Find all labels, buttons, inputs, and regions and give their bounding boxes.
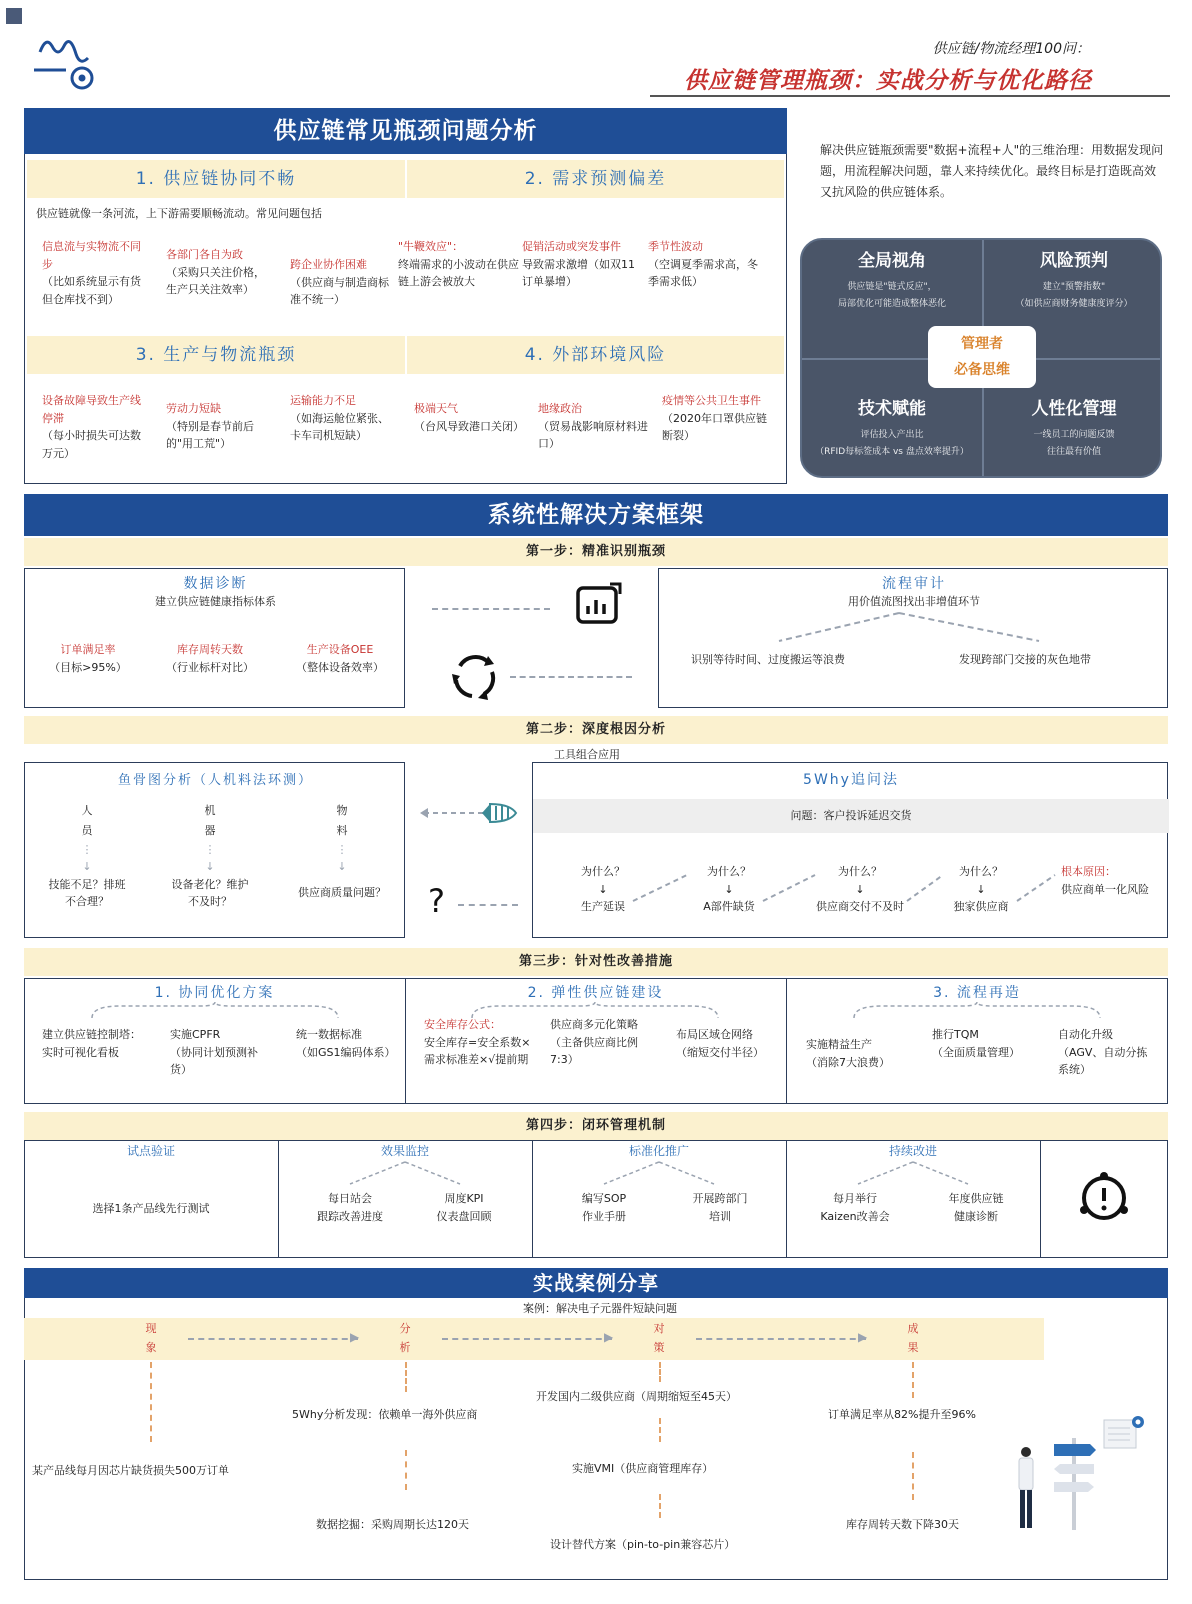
arrow-head-icon: ▶: [858, 1330, 868, 1344]
phase-line: [405, 1362, 407, 1392]
sec1-item-body: （采购只关注价格，生产只关注效率）: [166, 265, 265, 297]
sec4-item-3: [662, 392, 772, 445]
sec2-item-1: [398, 238, 520, 291]
phase-line: [659, 1418, 661, 1442]
sec4-item-head: 极端天气: [414, 402, 458, 415]
c1-item-b: 实时可视化看板: [42, 1045, 119, 1059]
down-arrow-icon: ⋮ ↓: [81, 842, 93, 874]
sec1-title: 1. 供应链协同不畅: [27, 160, 405, 198]
data-diagnosis-sub: 建立供应链健康指标体系: [155, 595, 276, 608]
quad-line: 建立"预警指数": [1042, 282, 1106, 292]
sec1-item-head: 各部门各自为政: [166, 248, 243, 261]
case-caption: 案例：解决电子元器件短缺问题: [523, 1302, 677, 1315]
down-arrow-icon: ⋮ ↓: [336, 842, 348, 874]
why-answer: 生产延误: [581, 900, 625, 914]
process-audit-box: [658, 568, 1168, 708]
down-arrow-icon: ↓: [598, 882, 608, 896]
why-label: 为什么？: [838, 865, 882, 878]
c3-item-a: 自动化升级: [1058, 1028, 1113, 1041]
sec2-item-head: "牛鞭效应"：: [398, 240, 464, 253]
c2-formula: [424, 1016, 534, 1069]
case-result-b: 库存周转天数下降30天: [846, 1518, 959, 1531]
why-answer: 独家供应商: [953, 900, 1009, 914]
c2-title: 2. 弹性供应链建设: [527, 985, 664, 1001]
phase-arrow: [442, 1338, 612, 1340]
c1-item-b: （如GS1编码体系）: [296, 1045, 396, 1059]
fish-cat-label: 机器: [204, 804, 216, 837]
loop-col-text: 周度KPI 仪表盘回顾: [436, 1192, 492, 1223]
quad-global: [802, 246, 982, 313]
sec3-item-head: 劳动力短缺: [166, 402, 221, 415]
phase-line: [912, 1452, 914, 1500]
mindset-center: [928, 326, 1036, 388]
step2-title: 第二步：深度根因分析: [24, 716, 1168, 744]
why-label: 为什么？: [959, 865, 1003, 878]
loop-branch: [838, 1160, 988, 1188]
loop-col-text: 选择1条产品线先行测试: [92, 1202, 210, 1215]
c3-title: 3. 流程再造: [933, 985, 1021, 1001]
metric-item: [280, 641, 400, 676]
sec1-item-3: [290, 256, 390, 309]
sec2-item-head: 促销活动或突发事件: [522, 240, 621, 253]
fish-icon: [420, 800, 520, 826]
fish-cat: [37, 801, 137, 911]
loop-col-text: 开展跨部门 培训: [692, 1192, 748, 1223]
quad-title: 人性化管理: [1031, 399, 1117, 419]
metric-item: [155, 641, 265, 676]
map-icon: [1102, 1412, 1146, 1452]
corner-mark: [6, 8, 22, 24]
why-answer: A部件缺货: [703, 900, 755, 914]
case-action-a: 开发国内二级供应商（周期缩短至45天）: [536, 1390, 737, 1403]
sec2-item-2: [522, 238, 644, 291]
sec2-title: 2. 需求预测偏差: [407, 160, 784, 198]
c1-item-a: 实施CPFR: [170, 1028, 221, 1041]
down-arrow-icon: ↓: [976, 882, 986, 896]
alert-icon: [1074, 1168, 1134, 1228]
page-title: 供应链管理瓶颈：实战分析与优化路径: [684, 68, 1092, 94]
step1-arrow-left: [432, 608, 550, 610]
sec1-item-1: [42, 238, 142, 308]
metric-note: （行业标杆对比）: [166, 660, 254, 674]
c1-item-a: 建立供应链控制塔：: [42, 1028, 141, 1041]
c3-item: [806, 1036, 916, 1071]
c3-brace: [852, 1002, 1102, 1020]
quad-line: 评估投入产出比: [860, 430, 924, 440]
sec2-item-body: 导致需求激增（如双11订单暴增）: [522, 257, 635, 289]
c3-item: [932, 1026, 1028, 1061]
phase-line: [405, 1450, 407, 1490]
sec4-item-body: （2020年口罩供应链断裂）: [662, 411, 767, 443]
sec4-title: 4. 外部环境风险: [407, 336, 784, 374]
case-action-c: 设计替代方案（pin-to-pin兼容芯片）: [550, 1538, 736, 1551]
logo-icon: [32, 32, 100, 94]
loop-col-text: 年度供应链 健康诊断: [948, 1192, 1004, 1223]
case-band-title: 实战案例分享: [533, 1271, 659, 1295]
c3-item-b: （消除7大浪费）: [806, 1055, 890, 1069]
fish-question: 供应商质量问题？: [298, 885, 386, 899]
down-arrow-icon: ↓: [724, 882, 734, 896]
center-line: 必备思维: [954, 362, 1010, 378]
quad-title: 技术赋能: [858, 399, 926, 419]
quad-risk: [984, 246, 1162, 313]
cycle-icon: [448, 650, 500, 702]
metric-name: 生产设备OEE: [306, 643, 374, 656]
quad-line: （RFID每标签成本 vs 盘点效率提升）: [815, 447, 969, 458]
quad-line: 局部优化可能造成整体恶化: [837, 299, 946, 310]
quad-line: （如供应商财务健康度评分）: [1015, 299, 1133, 310]
case-phenomenon: 某产品线每月因芯片缺货损失500万订单: [32, 1464, 229, 1477]
center-line: 管理者: [961, 336, 1003, 352]
sec3-title: 3. 生产与物流瓶颈: [27, 336, 405, 374]
sec4-item-body: （台风导致港口关闭）: [414, 419, 524, 433]
loop-branch: [330, 1160, 480, 1188]
step1-arrow-right: [510, 676, 632, 678]
sec3-item-3: [290, 392, 390, 445]
c2-item: [676, 1026, 776, 1061]
metric-name: 库存周转天数: [177, 643, 243, 656]
framework-band-title: 系统性解决方案框架: [488, 502, 704, 528]
sec3-item-head: 设备故障导致生产线停滞: [42, 394, 141, 425]
sec4-item-body: （贸易战影响原材料进口）: [538, 419, 648, 451]
fish-cat-label: 人员: [81, 804, 93, 837]
c1-title: 1. 协同优化方案: [154, 985, 275, 1001]
c2-item-b: （主备供应商比例7:3）: [550, 1035, 638, 1067]
phase-line: [912, 1362, 914, 1398]
sec3-item-body: （如海运舱位紧张、卡车司机短缺）: [290, 411, 389, 443]
c1-item: [296, 1026, 396, 1061]
case-action-b: 实施VMI（供应商管理库存）: [572, 1462, 714, 1475]
fish-cat: [160, 801, 260, 911]
sec1-item-head: 信息流与实物流不同步: [42, 240, 141, 271]
framework-band: [24, 494, 1168, 536]
c1-brace: [90, 1002, 340, 1020]
c3-item-b: （AGV、自动分拣系统）: [1058, 1045, 1148, 1077]
bottleneck-band: [24, 108, 787, 154]
loop-col-title: 持续改进: [888, 1144, 937, 1158]
c1-item-a: 统一数据标准: [296, 1028, 362, 1041]
c2-item-a: 供应商多元化策略: [550, 1018, 638, 1031]
arrow-head-icon: ▶: [350, 1330, 360, 1344]
step3-title: 第三步：针对性改善措施: [24, 948, 1168, 976]
sec1-item-head: 跨企业协作困难: [290, 258, 367, 271]
loop-branch: [584, 1160, 734, 1188]
chart-icon: [574, 580, 622, 628]
quad-tech: [802, 394, 982, 461]
governance-intro: 解决供应链瓶颈需要"数据+流程+人"的三维治理：用数据发现问题，用流程解决问题，靠人来持续优化。最终目标是打造既高效又抗风险的供应链体系。: [820, 143, 1164, 199]
quad-title: 风险预判: [1040, 251, 1108, 271]
sec1-item-body: （供应商与制造商标准不统一）: [290, 275, 389, 307]
process-audit-a: 识别等待时间、过度搬运等浪费: [691, 653, 845, 666]
fish-cat-label: 物料: [336, 804, 348, 837]
sec4-item-head: 地缘政治: [538, 402, 582, 415]
case-analysis-a: 5Why分析发现：依赖单一海外供应商: [292, 1408, 478, 1421]
five-why-title: 5Why追问法: [803, 772, 899, 788]
quad-people: [984, 394, 1162, 461]
c3-item-a: 推行TQM: [932, 1028, 979, 1041]
sec3-item-2: [166, 400, 266, 453]
fishbone-title: 鱼骨图分析（人机料法环测）: [117, 773, 313, 788]
branch-lines: [659, 609, 1169, 649]
sec1-item-2: [166, 246, 266, 299]
mindset-panel: [800, 238, 1162, 478]
phase-arrow: [696, 1338, 866, 1340]
metric-note: （目标>95%）: [49, 660, 127, 674]
phase-line: [659, 1494, 661, 1518]
loop-col-text: 编写SOP 作业手册: [581, 1192, 627, 1223]
question-arrow: [458, 904, 518, 906]
case-band: [24, 1268, 1168, 1298]
sec3-item-body: （每小时损失可达数万元）: [42, 429, 141, 460]
loop-col-text: 每日站会 跟踪改善进度: [317, 1192, 383, 1223]
metric-name: 订单满足率: [60, 643, 116, 656]
down-arrow-icon: ⋮ ↓: [204, 842, 216, 874]
five-why-problem: 问题：客户投诉延迟交货: [533, 799, 1169, 833]
root-cause-head: 根本原因：: [1061, 865, 1116, 878]
c2-formula-body: 安全库存=安全系数×需求标准差×√提前期: [424, 1035, 531, 1067]
sec1-item-body: （比如系统显示有货但仓库找不到）: [42, 275, 141, 306]
fish-cat: [287, 801, 397, 901]
sec3-item-body: （特别是春节前后的"用工荒"）: [166, 419, 254, 451]
why-answer: 供应商交付不及时: [816, 900, 904, 914]
phase-label: 现象: [145, 1322, 157, 1354]
sec3-item-head: 运输能力不足: [290, 394, 356, 407]
quad-line: 往往最有价值: [1046, 447, 1101, 458]
sec1-desc: 供应链就像一条河流，上下游需要顺畅流动。常见问题包括: [36, 207, 322, 220]
sec2-item-body: 终端需求的小波动在供应链上游会被放大: [398, 257, 519, 289]
process-audit-b: 发现跨部门交接的灰色地带: [959, 653, 1091, 666]
arrow-head-icon: ▶: [604, 1330, 614, 1344]
phase-arrow: [188, 1338, 358, 1340]
c2-item-b: （缩短交付半径）: [676, 1045, 764, 1059]
five-why-box: [532, 762, 1168, 938]
quad-title: 全局视角: [858, 251, 926, 271]
signpost-icon: [1050, 1432, 1100, 1532]
c3-item: [1058, 1026, 1158, 1079]
loop-col-title: 效果监控: [380, 1144, 429, 1158]
process-audit-title: 流程审计: [882, 576, 946, 592]
quad-line: 一线员工的问题反馈: [1033, 430, 1115, 440]
c3-item-b: （全面质量管理）: [932, 1045, 1020, 1059]
phase-label: 分析: [399, 1322, 411, 1354]
sec2-item-3: [648, 238, 768, 291]
sec4-item-2: [538, 400, 648, 453]
person-icon: [1014, 1446, 1038, 1534]
sec3-item-1: [42, 392, 142, 462]
metric-item: [33, 641, 143, 676]
c1-item: [42, 1026, 152, 1061]
phase-line: [150, 1362, 152, 1442]
phase-label: 对策: [653, 1322, 665, 1354]
sec2-item-head: 季节性波动: [648, 240, 703, 253]
case-result-a: 订单满足率从82%提升至96%: [828, 1408, 976, 1421]
c2-item-a: 布局区域仓网络: [676, 1028, 753, 1041]
header-rule: [650, 95, 1170, 97]
c1-item-b: （协同计划预测补货）: [170, 1045, 258, 1077]
step1-title: 第一步：精准识别瓶颈: [24, 538, 1168, 566]
fish-question: 技能不足？排班不合理？: [48, 877, 126, 909]
root-cause: [1061, 863, 1161, 898]
why-label: 为什么？: [707, 865, 751, 878]
quad-line: 供应链是"链式反应"，: [847, 282, 937, 292]
tool-caption: 工具组合应用: [554, 748, 620, 761]
fish-question: 设备老化？维护不及时？: [171, 877, 249, 909]
phase-line: [659, 1362, 661, 1382]
c2-formula-head: 安全库存公式：: [424, 1018, 501, 1031]
down-arrow-icon: ↓: [855, 882, 865, 896]
data-diagnosis-title: 数据诊断: [183, 576, 248, 592]
phase-label: 成果: [907, 1322, 919, 1354]
process-audit-sub: 用价值流图找出非增值环节: [848, 595, 980, 608]
sec4-item-head: 疫情等公共卫生事件: [662, 394, 761, 407]
sec4-item-1: [414, 400, 524, 435]
loop-col-text: 每月举行 Kaizen改善会: [820, 1192, 890, 1223]
root-cause-body: 供应商单一化风险: [1061, 882, 1149, 896]
c1-item: [170, 1026, 270, 1079]
sec2-item-body: （空调夏季需求高，冬季需求低）: [648, 257, 758, 289]
case-analysis-b: 数据挖掘：采购周期长达120天: [316, 1518, 469, 1531]
loop-col-title: 试点验证: [126, 1144, 175, 1158]
metric-note: （整体设备效率）: [296, 660, 384, 674]
bottleneck-band-title: 供应链常见瓶颈问题分析: [273, 118, 538, 144]
c3-item-a: 实施精益生产: [806, 1038, 872, 1051]
step4-title: 第四步：闭环管理机制: [24, 1112, 1168, 1140]
why-label: 为什么？: [581, 865, 625, 878]
c2-item: [550, 1016, 650, 1069]
header-series: 供应链/物流经理100问：: [932, 41, 1090, 57]
loop-col-title: 标准化推广: [628, 1144, 689, 1158]
fishbone-box: [24, 762, 405, 938]
question-icon: ?: [428, 882, 445, 920]
data-diagnosis-box: [24, 568, 405, 708]
